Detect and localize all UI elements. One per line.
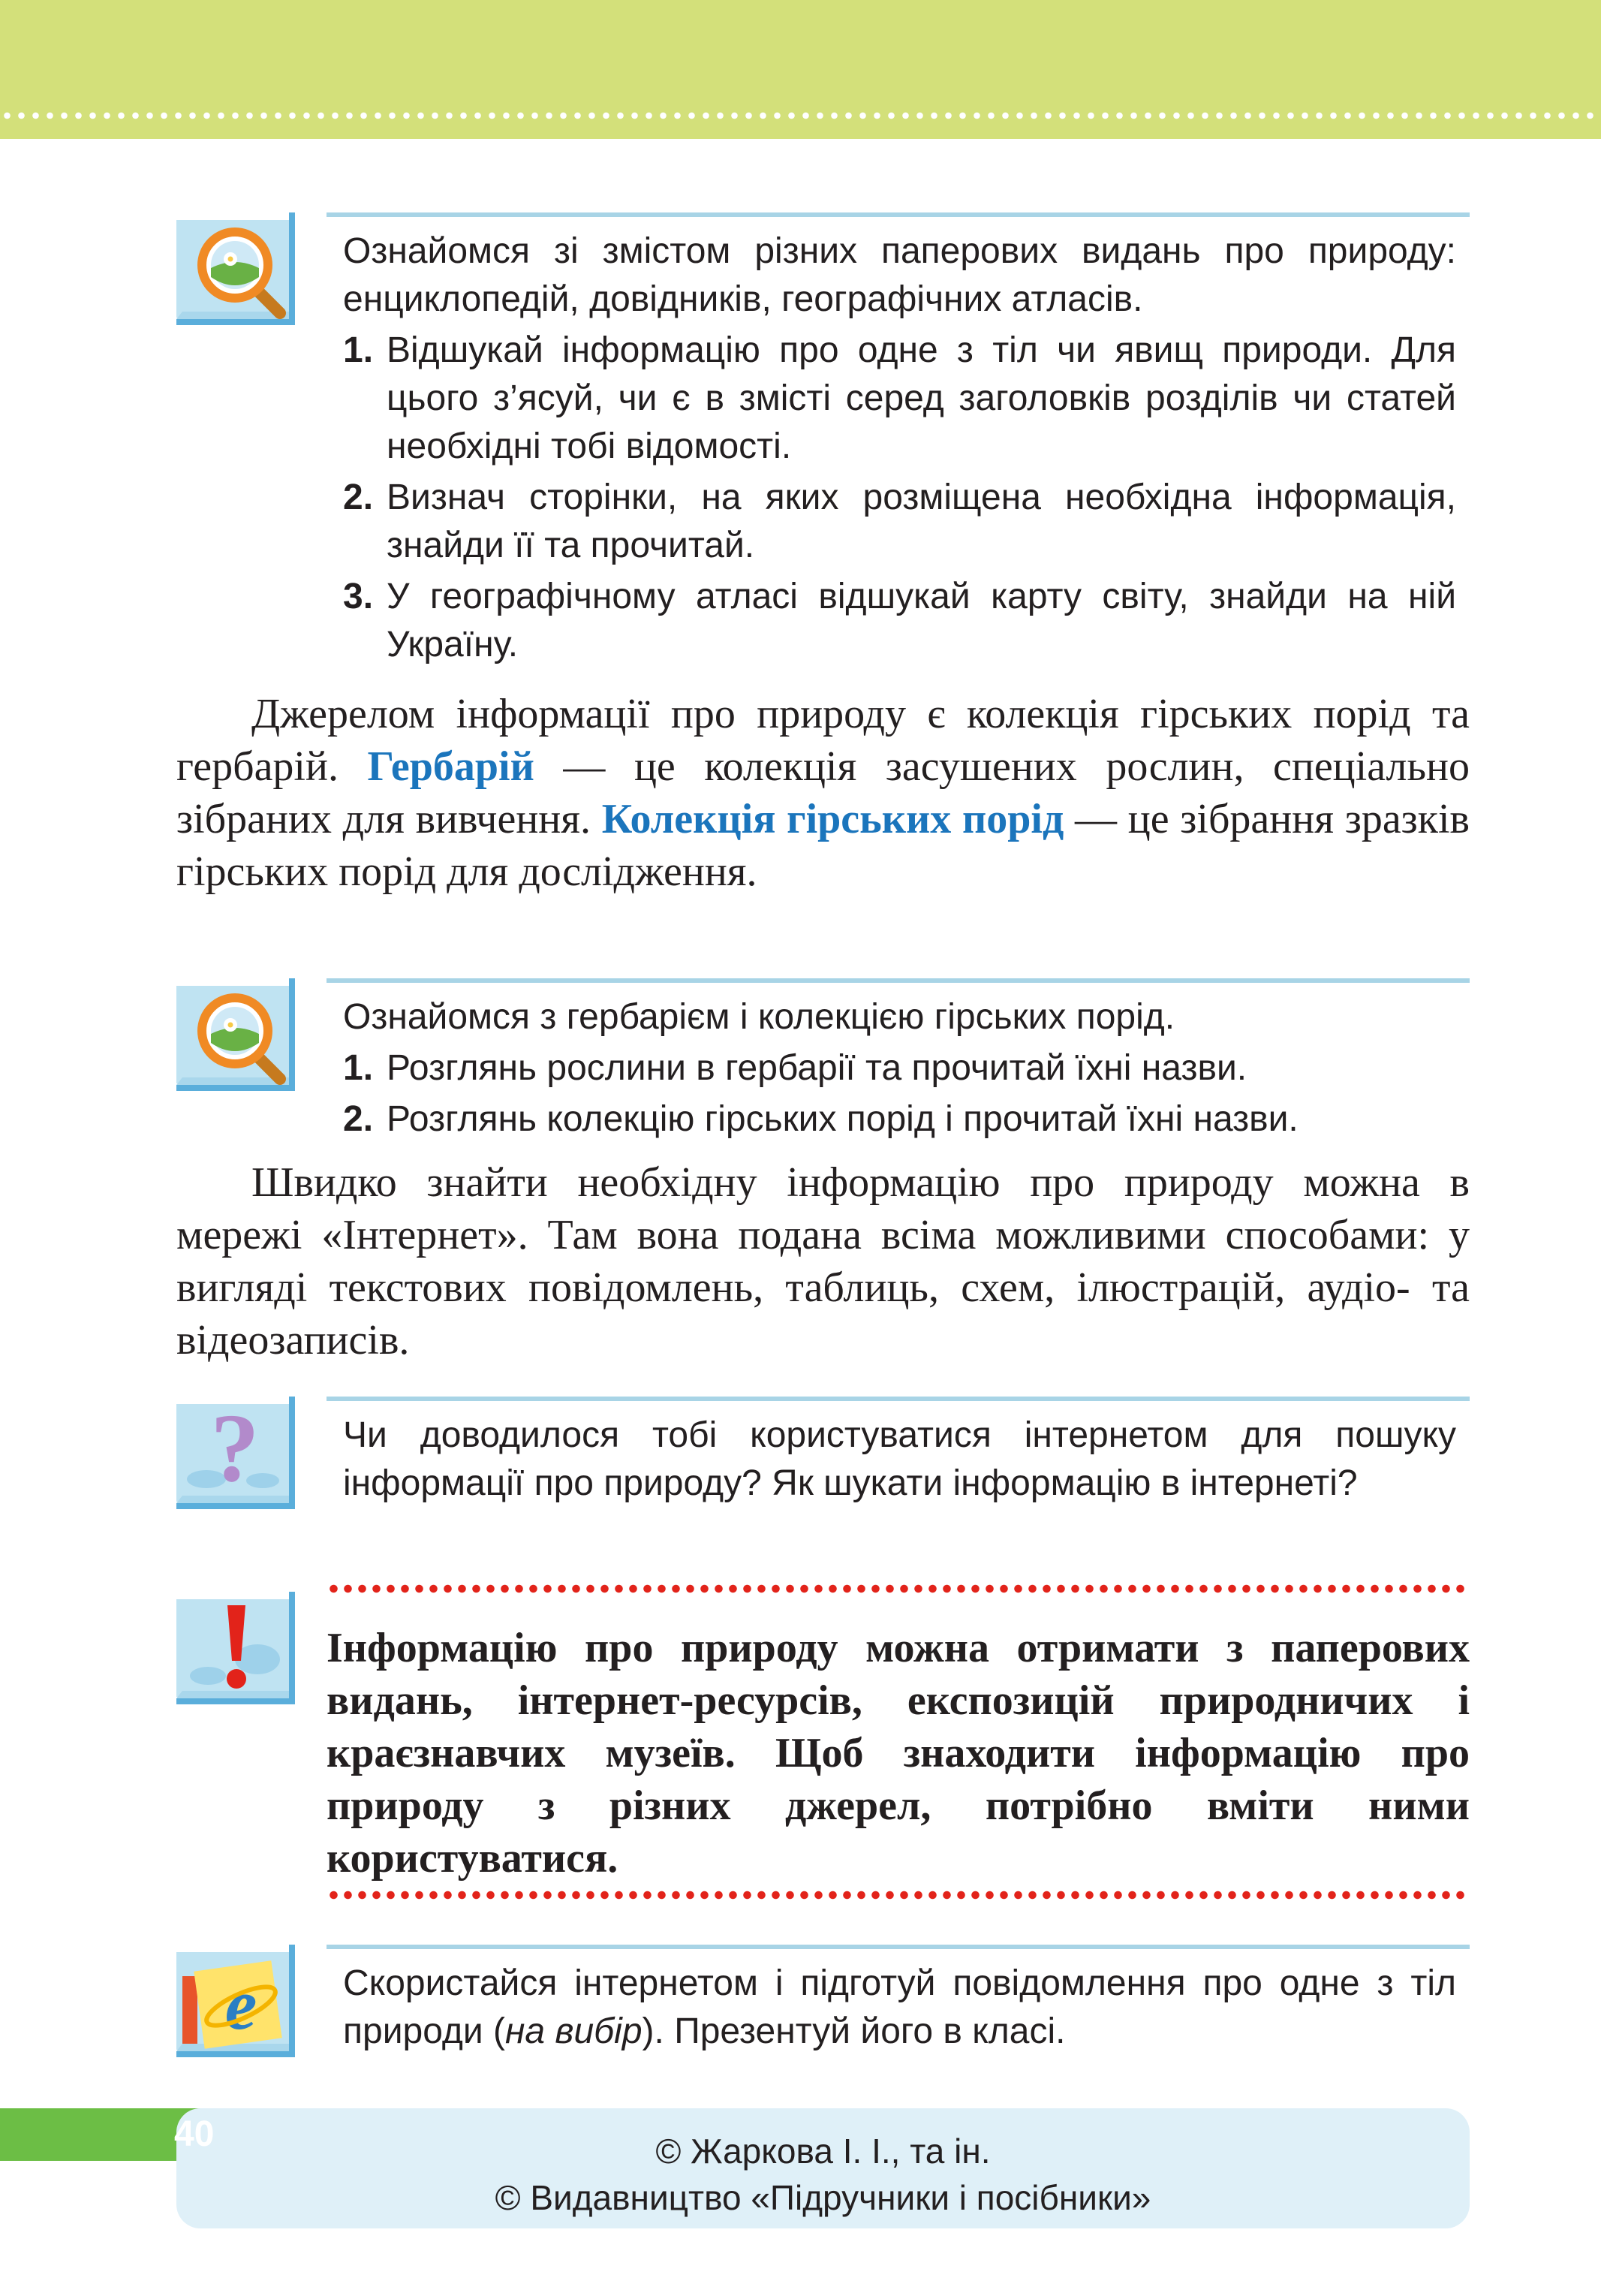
question-icon — [176, 1397, 295, 1509]
task-rule — [327, 978, 1470, 983]
important-text-wrap — [327, 1622, 1470, 1885]
task-list — [343, 327, 1456, 669]
footer-line-1: © Жаркова І. І., та ін. — [655, 2132, 991, 2171]
task-rule — [327, 212, 1470, 217]
project-text-part: ). Презентуй його в класі. — [642, 2011, 1066, 2051]
footer-line-2: © Видавництво «Підручники і посібники» — [495, 2178, 1151, 2217]
footer-box — [176, 2108, 1470, 2228]
task-rule — [327, 1945, 1470, 1949]
bottom-dotted-line — [327, 1891, 1470, 1900]
para-text: — це колекція засушених рослин, спеціально зібраних для вивчення. — [176, 743, 1470, 842]
top-band-dots — [0, 111, 1601, 120]
task-rule — [327, 1397, 1470, 1401]
project-emphasis: на вибір — [504, 2011, 643, 2051]
para-text: — це зібрання зразків гірських порід для дослідження. — [176, 796, 1470, 895]
project-text — [343, 1960, 1456, 2056]
list-item — [343, 573, 1456, 669]
question-text: Чи доводилося тобі користуватися інтернетом для пошуку інформації про природу? Як шукати інформацію в інтернеті? — [343, 1415, 1456, 1503]
paragraph-internet — [176, 1156, 1470, 1366]
task-intro: Ознайомся з гербарієм і колекцією гірських порід. — [343, 997, 1175, 1037]
list-item — [343, 1095, 1456, 1143]
task-encyclopedias — [176, 212, 1470, 678]
item-text: Розглянь колекцію гірських порід і прочитай їхні назви. — [387, 1099, 1299, 1139]
item-number: 3. — [343, 577, 374, 616]
item-text: У географічному атласі відшукай карту світу, знайди на ній Україну. — [387, 577, 1456, 664]
important-text: Інформацію про природу можна отримати з паперових видань, інтернет-ресурсів, експозицій природничих і краєзнавчих музеїв. Щоб знаходити інформацію про природу з різних джерел, потрібно вміти ними користуватися. — [327, 1625, 1470, 1882]
magnifier-icon — [176, 978, 295, 1091]
task-herbarium — [176, 978, 1470, 1151]
exclamation-icon — [176, 1592, 295, 1704]
task-body — [343, 227, 1456, 672]
item-number: 2. — [343, 1099, 374, 1139]
magnifier-icon — [176, 212, 295, 325]
item-text: Відшукай інформацію про одне з тіл чи явищ природи. Для цього з’ясуй, чи є в змісті серед заголовків розділів чи статей необхідні тобі відомості. — [387, 330, 1456, 466]
paragraph-herbarium — [176, 688, 1470, 898]
term-rock-collection: Колекція гірських порід — [601, 796, 1064, 842]
project-text-part: Скористайся інтернетом і підготуй повідомлення про одне з тіл природи ( — [343, 1963, 1456, 2051]
task-list — [343, 1044, 1456, 1143]
page-number: 40 — [174, 2114, 215, 2154]
svg-text:?: ? — [210, 1397, 260, 1502]
term-herbarium: Гербарій — [367, 743, 534, 790]
item-number: 1. — [343, 1048, 374, 1088]
top-band — [0, 0, 1601, 139]
item-number: 2. — [343, 478, 374, 517]
question-body — [343, 1412, 1456, 1508]
item-number: 1. — [343, 330, 374, 370]
task-body — [343, 993, 1456, 1146]
para-text: Швидко знайти необхідну інформацію про природу можна в мережі «Інтернет». Там вона подана всіма можливими способами: у вигляді текстових повідомлень, таблиць, схем, ілюстрацій, аудіо- та відеозаписів. — [176, 1159, 1470, 1363]
important-block — [176, 1584, 1470, 1900]
item-text: Розглянь рослини в гербарії та прочитай їхні назви. — [387, 1048, 1247, 1088]
list-item — [343, 327, 1456, 471]
para-text: Джерелом інформації про природу є колекція гірських порід та гербарій. — [176, 691, 1470, 790]
question-block — [176, 1397, 1470, 1562]
top-dotted-line — [327, 1584, 1470, 1593]
list-item — [343, 1044, 1456, 1092]
item-text: Визнач сторінки, на яких розміщена необхідна інформація, знайди її та прочитай. — [387, 478, 1456, 565]
project-body — [343, 1960, 1456, 2056]
task-intro: Ознайомся зі змістом різних паперових видань про природу: енциклопедій, довідників, географічних атласів. — [343, 231, 1456, 319]
list-item — [343, 474, 1456, 570]
project-block — [176, 1945, 1470, 2065]
svg-text:e: e — [224, 1964, 257, 2044]
internet-explorer-icon — [176, 1945, 295, 2057]
